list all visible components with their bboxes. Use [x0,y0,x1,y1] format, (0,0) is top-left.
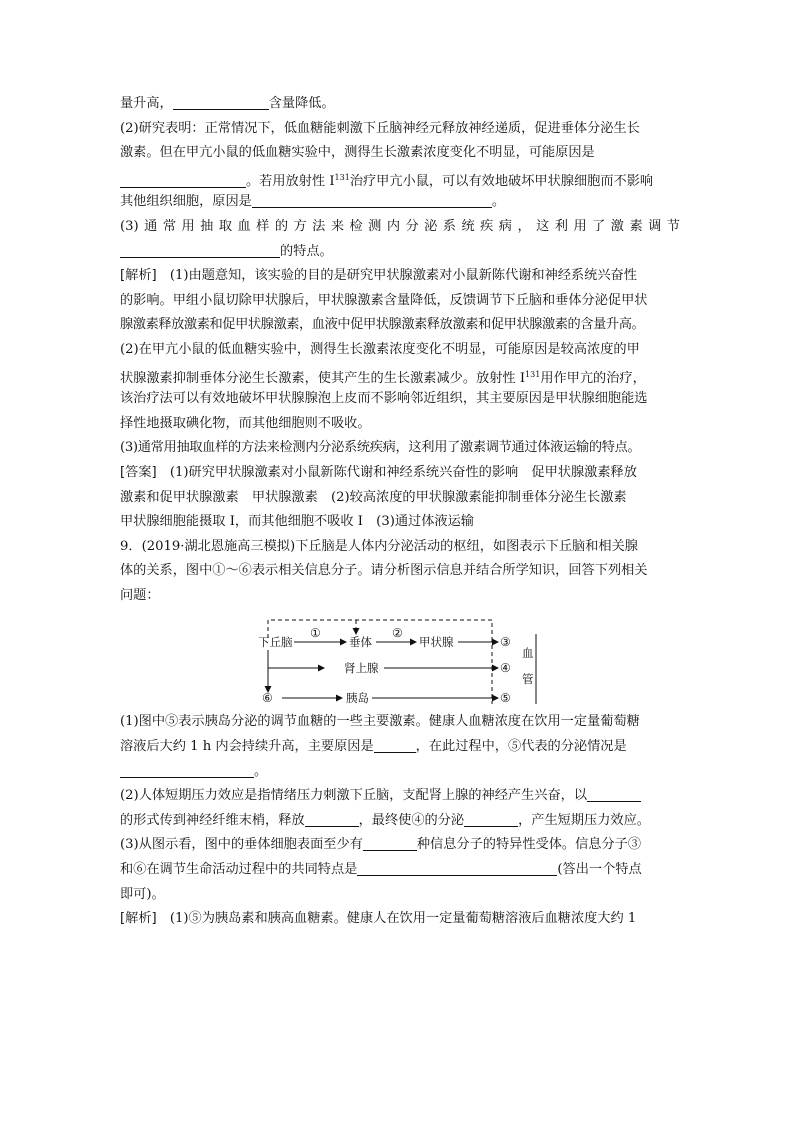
text-line: 问题： [120,587,160,603]
answer-blank [120,762,254,778]
text-line: (3)从图示看，图中的垂体细胞表面至少有 种信息分子的特异性受体。信息分子③ [120,837,642,853]
text-line: 的形式传到神经纤维末梢，释放 ，最终使④的分泌 ，产生短期压力效应。 [120,812,650,828]
text-line: 即可)。 [120,886,165,902]
answer-blank [305,811,359,827]
analysis-tag: [解析] [120,268,157,284]
text-line: 的特点。 [120,240,680,265]
text-line: 量升高， 含量降低。 [120,96,335,111]
text-line: 溶液后大约 1 h 内会持续升高，主要原因是 ，在此过程中，⑤代表的分泌情况是 [120,739,627,755]
text-line: 的影响。甲组小鼠切除甲状腺后，甲状腺激素含量降低，反馈调节下丘脑和垂体分泌促甲状 [120,292,648,308]
text-line: (2)研究表明：正常情况下，低血糖能刺激下丘脑神经元释放神经递质，促进垂体分泌生长 [120,120,640,136]
answer-blank [587,786,641,802]
text-line: (2)人体短期压力效应是指情绪压力刺激下丘脑，支配肾上腺的神经产生兴奋，以 [120,784,680,809]
text-line: 体的关系，图中①～⑥表示相关信息分子。请分析图示信息并结合所学知识，回答下列相关 [120,563,648,579]
answer-tag: [答案] [120,464,157,480]
vessel-label-bottom: 管 [522,672,534,687]
text-line: 激素。但在甲亢小鼠的低血糖实验中，测得生长激素浓度变化不明显，可能原因是 [120,145,595,161]
answer-blank [374,737,416,753]
analysis-tag: [解析] [120,911,157,927]
hormone-diagram [120,612,680,708]
vessel-label-top: 血 [522,646,534,661]
text-line: 状腺激素抑制垂体分泌生长激素，使其产生的生长激素减少。放射性 $I^{131}$用作甲亢的治疗， [120,369,646,386]
signal-6: ⑥ [262,691,273,706]
answer-blank [357,860,557,876]
islet-label: 胰岛 [346,691,369,706]
text-line: (3)通常用抽取血样的方法来检测内分泌系统疾病，这利用了激素调节 [120,218,680,234]
pituitary-label: 垂体 [349,635,372,650]
text-line: 其他组织细胞，原因是 。 [120,194,506,210]
signal-4: ④ [500,661,511,676]
text-line: [解析] (1)由题意知，该实验的目的是研究甲状腺激素对小鼠新陈代谢和神经系统兴奋性 [120,268,637,284]
answer-blank [363,835,417,851]
text-line: [答案] (1)研究甲状腺激素对小鼠新陈代谢和神经系统兴奋性的影响 促甲状腺激素释放 [120,464,637,480]
feedback-path-hypothalamus [268,620,492,641]
text-line: (1)图中⑤表示胰岛分泌的调节血糖的一些主要激素。健康人血糖浓度在饮用一定量葡萄糖 [120,714,640,730]
text-line: 该治疗法可以有效地破坏甲状腺腺泡上皮而不影响邻近组织，其主要原因是甲状腺细胞能选 [120,391,648,407]
answer-blank [120,242,280,258]
signal-1: ① [310,626,321,641]
document-page [120,92,680,932]
text-line: 甲状腺细胞能摄取 I，而其他细胞不吸收 I (3)通过体液运输 [120,514,474,530]
answer-blank [252,192,492,208]
text-line: [解析] (1)⑤为胰岛素和胰高血糖素。健康人在饮用一定量葡萄糖溶液后血糖浓度大约 1 [120,911,637,927]
answer-blank [173,94,269,110]
text-line: 。 [120,760,680,785]
signal-2: ② [392,626,403,641]
text-line: 激素和促甲状腺激素 甲状腺激素 (2)较高浓度的甲状腺激素能抑制垂体分泌生长激素 [120,489,627,505]
answer-blank [120,172,246,188]
text-line: 择性地摄取碘化物，而其他细胞则不吸收。 [120,415,371,431]
answer-blank [464,811,518,827]
signal-3: ③ [500,635,511,650]
thyroid-label: 甲状腺 [419,635,454,650]
adrenal-label: 肾上腺 [344,661,379,676]
text-line: 。若用放射性 $I^{131}$治疗甲亢小鼠，可以有效地破坏甲状腺细胞而不影响 [120,166,680,191]
text-line: 和⑥在调节生命活动过程中的共同特点是 (答出一个特点 [120,862,642,878]
hypothalamus-label: 下丘脑 [258,635,293,650]
text-line: (2)在甲亢小鼠的低血糖实验中，测得生长激素浓度变化不明显，可能原因是较高浓度的甲 [120,341,640,357]
signal-5: ⑤ [500,691,511,706]
question-line: 9．(2019·湖北恩施高三模拟)下丘脑是人体内分泌活动的枢纽，如图表示下丘脑和相关腺 [120,538,638,554]
text-line: 腺激素释放激素和促甲状腺激素，血液中促甲状腺激素释放激素和促甲状腺激素的含量升高。 [120,317,645,333]
text-line: (3)通常用抽取血样的方法来检测内分泌系统疾病，这利用了激素调节通过体液运输的特点。 [120,440,641,456]
